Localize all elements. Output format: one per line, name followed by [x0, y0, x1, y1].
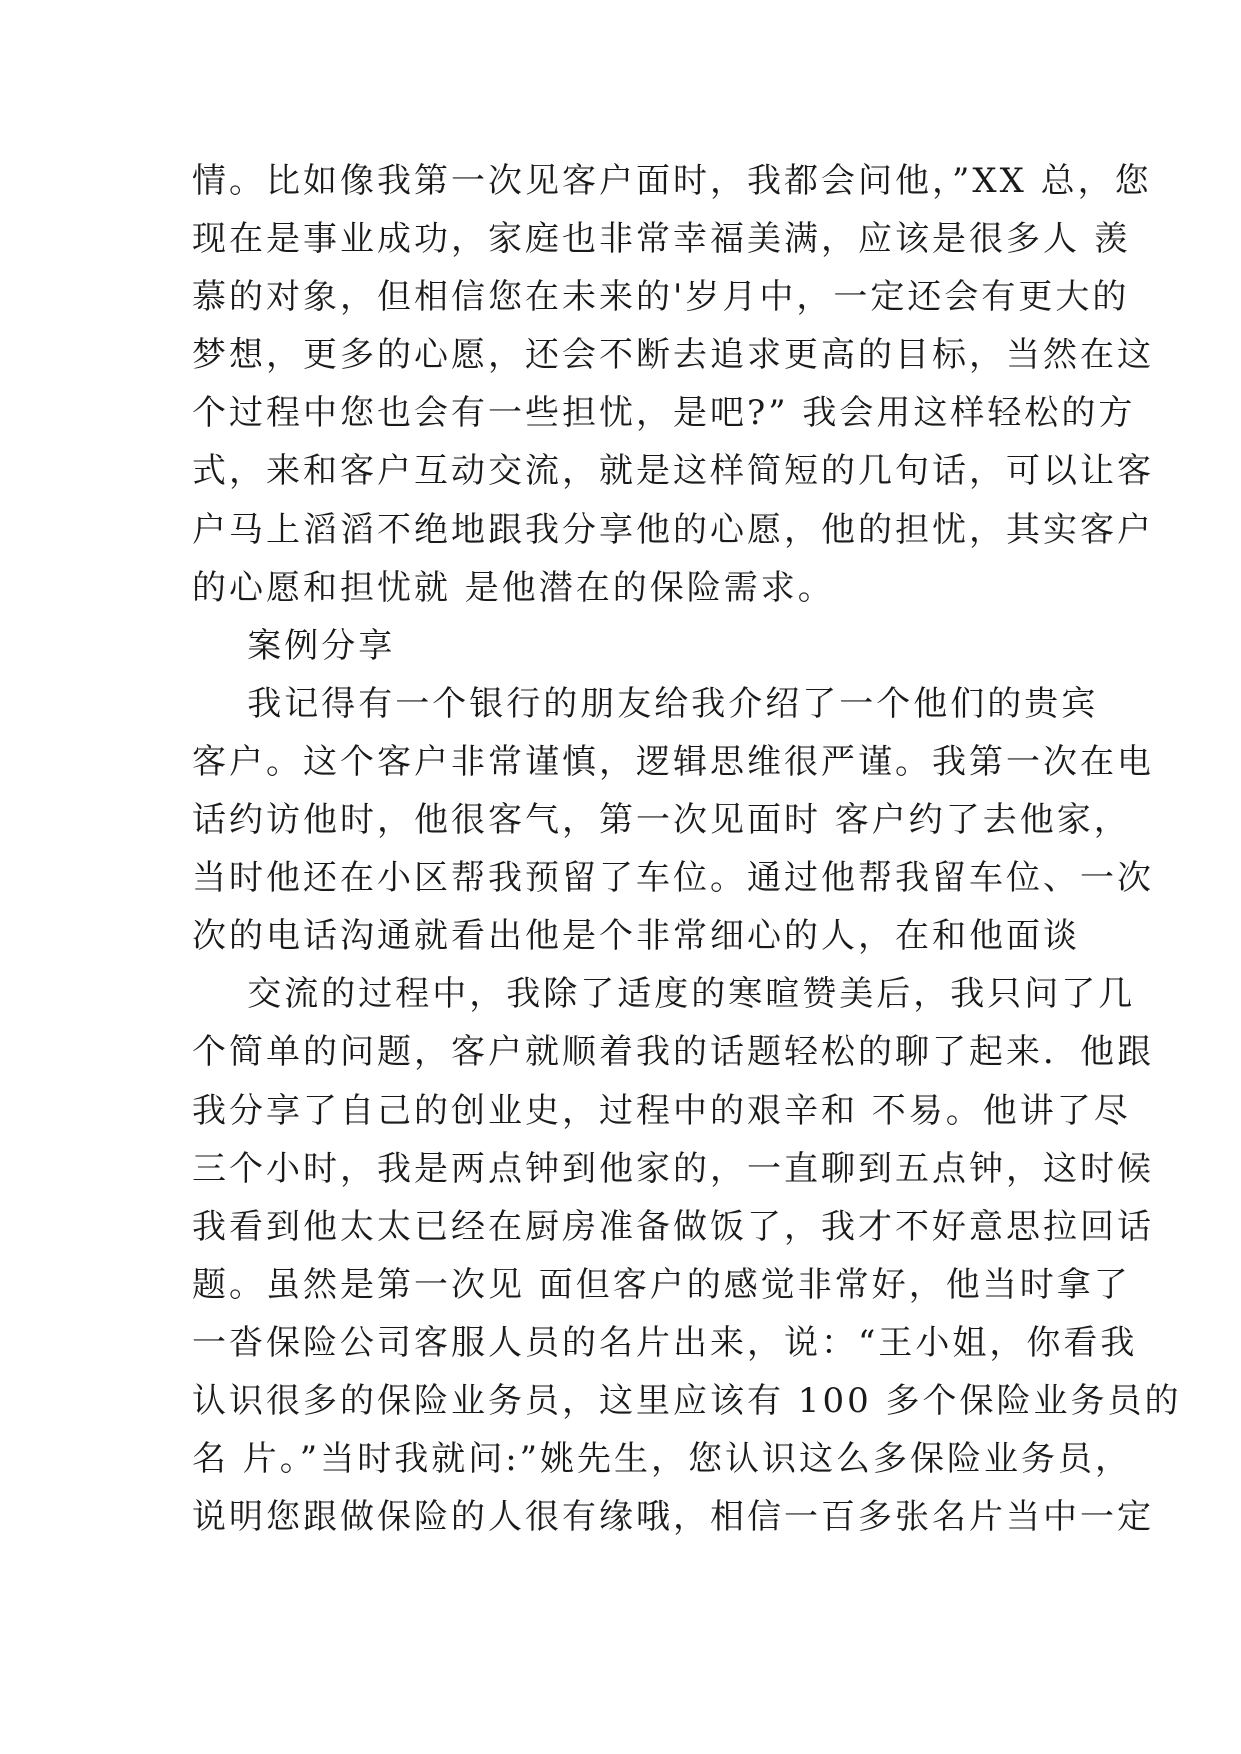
text-line: 客户。这个客户非常谨慎，逻辑思维很严谨。我第一次在电	[192, 741, 1154, 782]
text-line: 我看到他太太已经在厨房准备做饭了，我才不好意思拉回话	[192, 1206, 1154, 1247]
text-line: 话约访他时，他很客气，第一次见面时 客户约了去他家，	[192, 800, 1131, 841]
text-line: 说明您跟做保险的人很有缘哦，相信一百多张名片当中一定	[192, 1497, 1154, 1538]
text-line: 户马上滔滔不绝地跟我分享他的心愿，他的担忧，其实客户	[192, 509, 1154, 550]
text-line: 我记得有一个银行的朋友给我介绍了一个他们的贵宾	[192, 683, 1099, 724]
section-heading: 案例分享	[192, 625, 396, 666]
text-line: 名 片。”当时我就问:”姚先生，您认识这么多保险业务员，	[192, 1439, 1133, 1480]
text-line: 次的电话沟通就看出他是个非常细心的人，在和他面谈	[192, 916, 1080, 957]
text-line: 三个小时，我是两点钟到他家的，一直聊到五点钟，这时候	[192, 1148, 1154, 1189]
text-line: 我分享了自己的创业史，过程中的艰辛和 不易。他讲了尽	[192, 1090, 1131, 1131]
text-line: 个过程中您也会有一些担忧，是吧?” 我会用这样轻松的方	[192, 393, 1136, 434]
text-line: 当时他还在小区帮我预留了车位。通过他帮我留车位、一次	[192, 858, 1154, 899]
text-line: 梦想，更多的心愿，还会不断去追求更高的目标，当然在这	[192, 335, 1154, 376]
text-line: 的心愿和担忧就 是他潜在的保险需求。	[192, 567, 835, 608]
text-line: 一沓保险公司客服人员的名片出来，说：“王小姐，你看我	[192, 1322, 1138, 1363]
text-line: 题。虽然是第一次见 面但客户的感觉非常好，他当时拿了	[192, 1264, 1131, 1305]
text-line: 现在是事业成功，家庭也非常幸福美满，应该是很多人 羡	[192, 219, 1131, 260]
text-line: 个简单的问题，客户就顺着我的话题轻松的聊了起来．他跟	[192, 1032, 1154, 1073]
text-line: 认识很多的保险业务员，这里应该有 100 多个保险业务员的	[192, 1380, 1182, 1421]
text-line: 交流的过程中，我除了适度的寒暄赞美后，我只问了几	[192, 974, 1136, 1015]
text-line: 慕的对象，但相信您在未来的'岁月中，一定还会有更大的	[192, 277, 1130, 318]
text-line: 式，来和客户互动交流，就是这样简短的几句话，可以让客	[192, 451, 1154, 492]
text-line: 情。比如像我第一次见客户面时，我都会问他，”XX 总，您	[192, 161, 1152, 201]
body-text	[192, 152, 1182, 1546]
